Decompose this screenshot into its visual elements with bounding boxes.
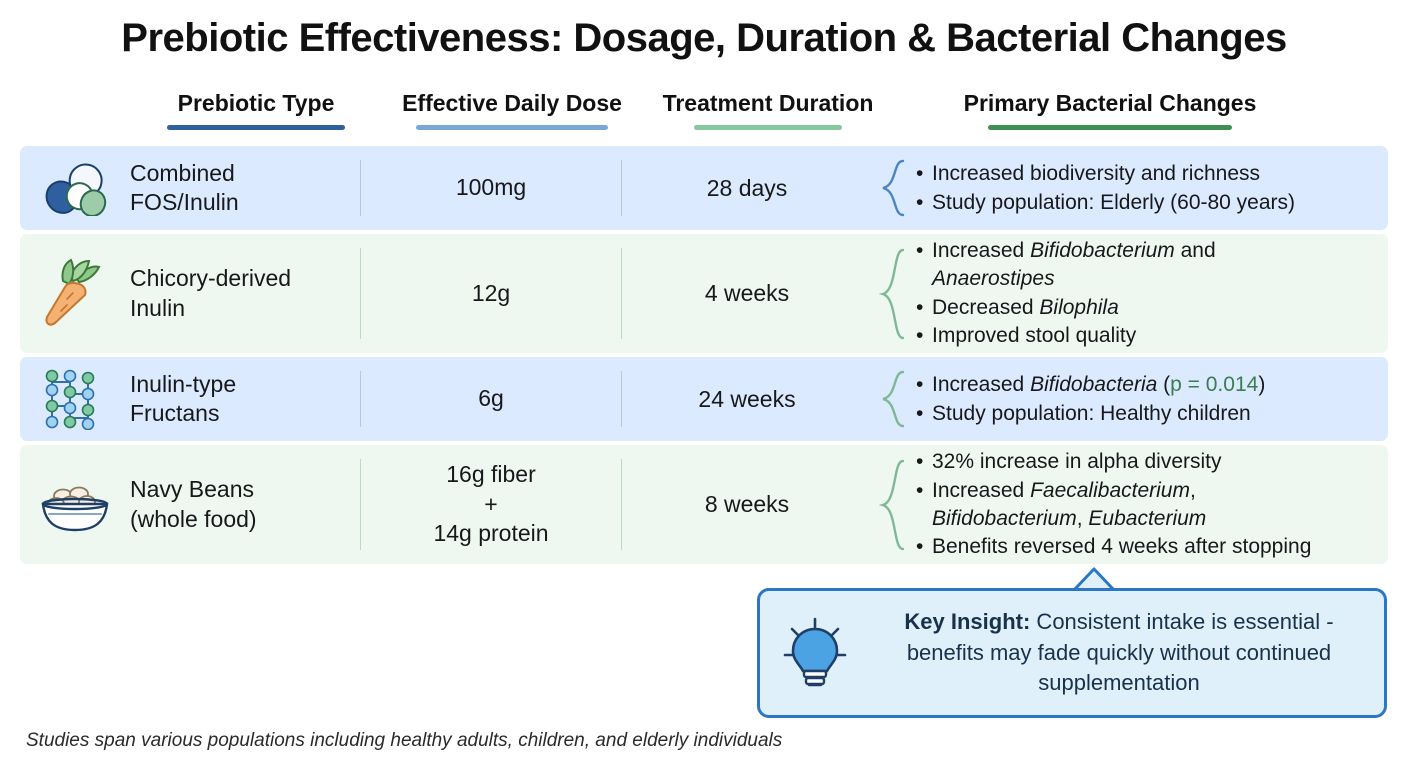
change-item: • Benefits reversed 4 weeks after stopping bbox=[932, 533, 1382, 561]
row-dose-line2: + bbox=[484, 490, 498, 517]
footnote: Studies span various populations including healthy adults, children, and elderly individuals bbox=[26, 730, 783, 751]
change-item: • Increased Bifidobacteria (p = 0.014) bbox=[932, 371, 1382, 399]
column-header-label: Primary Bacterial Changes bbox=[963, 90, 1257, 116]
row-type-line1: Chicory-derived bbox=[130, 265, 292, 292]
bowl-of-beans-icon bbox=[20, 474, 130, 536]
row-type-line2: Fructans bbox=[130, 400, 220, 426]
table-row bbox=[20, 357, 1388, 441]
brace-icon bbox=[872, 248, 914, 340]
page-title: Prebiotic Effectiveness: Dosage, Duration & Bacterial Changes bbox=[121, 16, 1287, 60]
key-insight-text bbox=[870, 607, 1384, 698]
row-dose: 12g bbox=[471, 279, 511, 306]
key-insight-body: Consistent intake is essential - benefits may fade quickly without continued supplementation bbox=[906, 609, 1334, 696]
key-insight-label: Key Insight: bbox=[904, 609, 1031, 635]
row-duration: 24 weeks bbox=[698, 385, 796, 412]
column-header-label: Effective Daily Dose bbox=[402, 90, 622, 116]
row-type-line2: Inulin bbox=[130, 294, 185, 321]
row-type-line2: (whole food) bbox=[130, 505, 257, 532]
column-header-prebiotic-type bbox=[128, 90, 384, 130]
row-type-line1: Inulin-type bbox=[130, 370, 237, 397]
row-type bbox=[130, 264, 360, 323]
column-header-treatment-duration bbox=[640, 90, 896, 130]
carrot-icon bbox=[20, 257, 130, 331]
row-dose: 100mg bbox=[455, 174, 527, 201]
column-header-underline bbox=[416, 125, 608, 130]
row-duration: 4 weeks bbox=[704, 280, 790, 306]
row-duration: 8 weeks bbox=[704, 491, 790, 517]
column-header-underline bbox=[694, 125, 842, 130]
row-type-line1: Navy Beans bbox=[130, 476, 255, 503]
column-header-effective-daily-dose bbox=[384, 90, 640, 130]
change-item: • Study population: Healthy children bbox=[932, 400, 1382, 428]
table-row bbox=[20, 234, 1388, 353]
row-dose-line1: 16g fiber bbox=[446, 460, 536, 487]
column-header-primary-bacterial-changes bbox=[900, 90, 1320, 130]
row-changes bbox=[914, 370, 1388, 428]
row-dose bbox=[361, 460, 621, 550]
column-header-underline bbox=[167, 125, 345, 130]
row-type-line1: Combined bbox=[130, 159, 235, 186]
change-item: • Study population: Elderly (60-80 years) bbox=[932, 189, 1382, 217]
table-row bbox=[20, 146, 1388, 230]
change-item: • Increased biodiversity and richness bbox=[932, 160, 1382, 188]
row-dose: 6g bbox=[478, 385, 504, 412]
row-type-line2: FOS/Inulin bbox=[130, 189, 239, 215]
change-item: • Increased Bifidobacterium and Anaerostipes bbox=[932, 237, 1382, 292]
column-headers bbox=[20, 90, 1388, 140]
row-changes bbox=[914, 236, 1388, 351]
molecule-chain-icon bbox=[20, 368, 130, 430]
brace-icon bbox=[872, 459, 914, 551]
change-item: • 32% increase in alpha diversity bbox=[932, 448, 1382, 476]
table-body bbox=[20, 146, 1388, 568]
table-row bbox=[20, 445, 1388, 564]
change-item: • Decreased Bilophila bbox=[932, 294, 1382, 322]
capsule-icon bbox=[20, 160, 130, 216]
column-header-label: Treatment Duration bbox=[662, 90, 874, 116]
row-type bbox=[130, 370, 360, 429]
key-insight-callout bbox=[757, 588, 1387, 718]
column-header-label: Prebiotic Type bbox=[177, 90, 335, 116]
row-changes bbox=[914, 159, 1388, 217]
row-type bbox=[130, 475, 360, 534]
p-value: p = 0.014 bbox=[1170, 372, 1259, 396]
brace-icon bbox=[872, 159, 914, 217]
brace-icon bbox=[872, 370, 914, 428]
change-item: • Increased Faecalibacterium, Bifidobacterium, Eubacterium bbox=[932, 477, 1382, 532]
change-item: • Improved stool quality bbox=[932, 322, 1382, 350]
row-dose-line3: 14g protein bbox=[433, 520, 549, 547]
row-duration: 28 days bbox=[706, 174, 788, 201]
lightbulb-icon bbox=[760, 613, 870, 693]
row-type bbox=[130, 159, 360, 218]
row-changes bbox=[914, 447, 1388, 562]
column-header-underline bbox=[988, 125, 1232, 130]
